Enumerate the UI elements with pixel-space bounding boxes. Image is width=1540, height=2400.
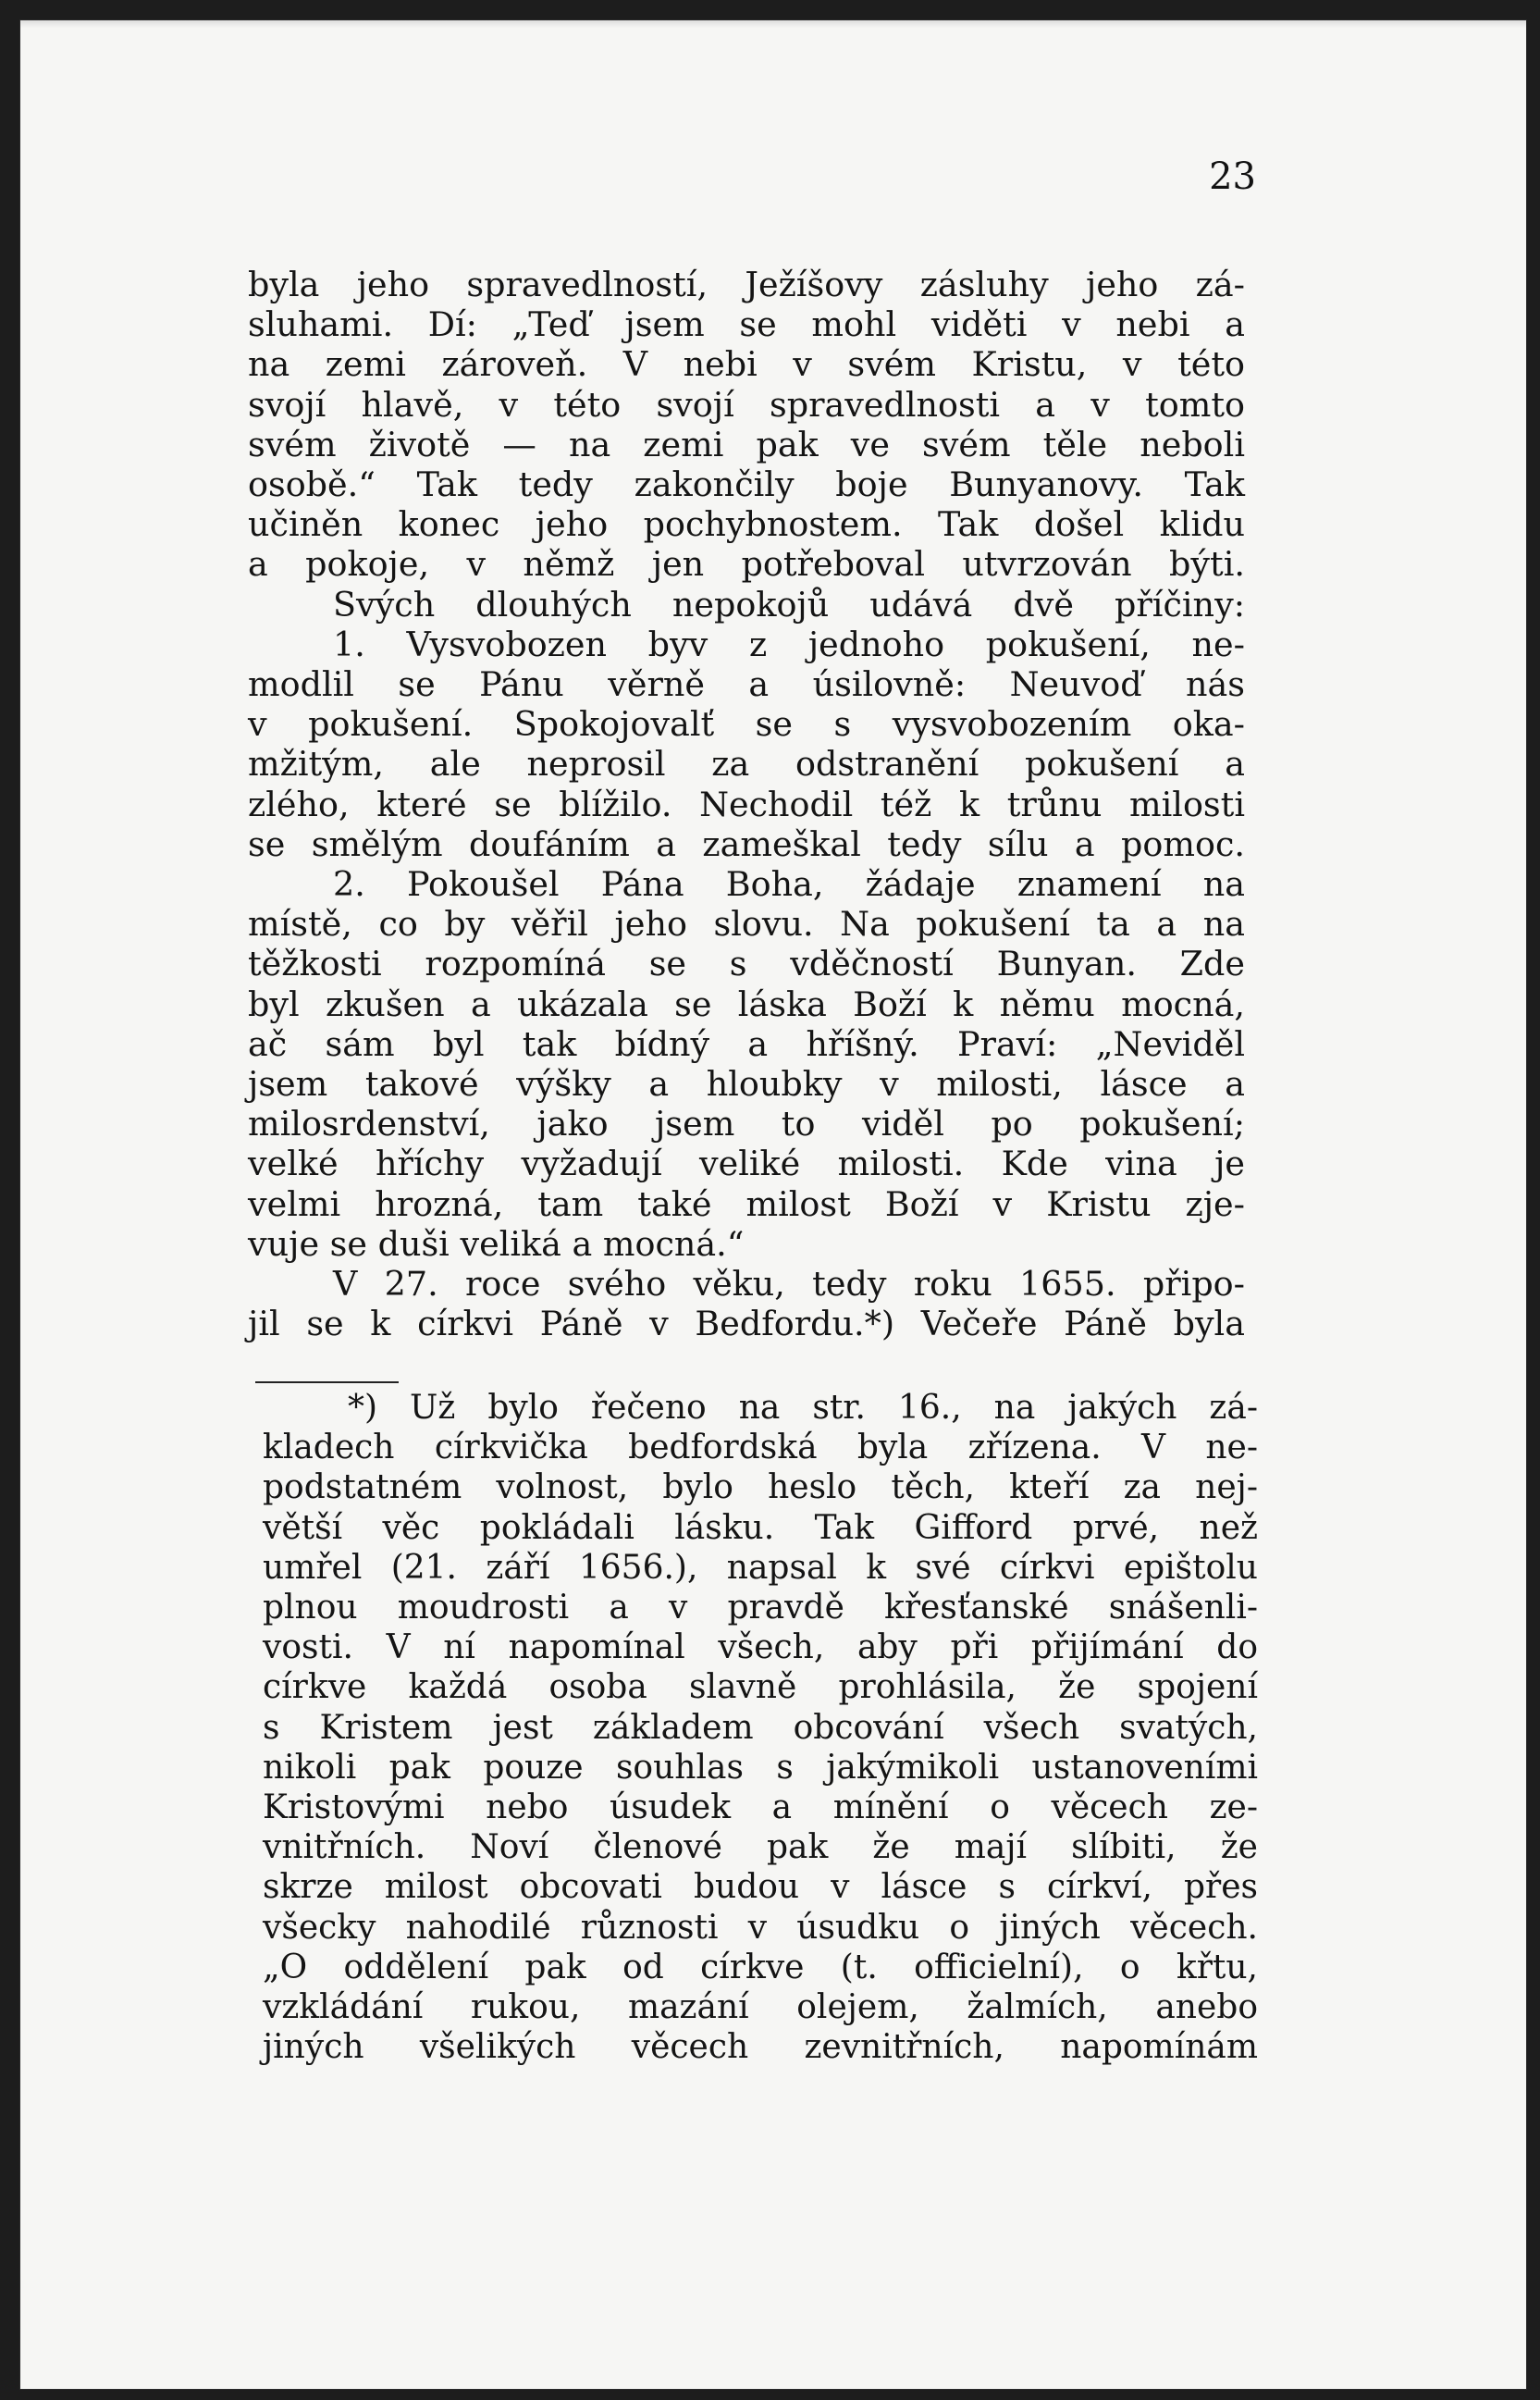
footnote-line: všecky nahodilé různosti v úsudku o jiných věcech. (263, 1908, 1258, 1947)
footnote-line: jiných všelikých věcech zevnitřních, napomínám (263, 2028, 1258, 2067)
footnote-line: větší věc pokládali lásku. Tak Gifford prvé, než (263, 1508, 1258, 1547)
footnote-line: nikoli pak pouze souhlas s jakýmikoli ustanoveními (263, 1748, 1258, 1787)
text-line: modlil se Pánu věrně a úsilovně: Neuvoď nás (248, 664, 1245, 705)
footnote-line: kladech církvička bedfordská byla zřízena. V ne- (263, 1429, 1258, 1467)
footnote-line: církve každá osoba slavně prohlásila, že spojení (263, 1668, 1258, 1707)
text-line: byl zkušen a ukázala se láska Boží k němu mocná, (248, 984, 1245, 1024)
footnote-rule (255, 1381, 399, 1383)
text-line: velké hříchy vyžadují veliké milosti. Kde vina je (248, 1144, 1245, 1184)
text-line: a pokoje, v němž jen potřeboval utvrzován býti. (248, 544, 1245, 585)
text-line: 2. Pokoušel Pána Boha, žádaje znamení na (333, 864, 1245, 905)
text-line: Svých dlouhých nepokojů udává dvě příčiny: (333, 584, 1245, 625)
footnote-line: vosti. V ní napomínal všech, aby při přijímání do (263, 1628, 1258, 1667)
footnote-line: umřel (21. září 1656.), napsal k své církvi epištolu (263, 1548, 1258, 1587)
text-line: osobě.“ Tak tedy zakončily boje Bunyanovy. Tak (248, 464, 1245, 505)
text-line: svém životě — na zemi pak ve svém těle neboli (248, 424, 1245, 464)
text-line: zlého, které se blížilo. Nechodil též k trůnu milosti (248, 784, 1245, 824)
page-number: 23 (1209, 155, 1256, 198)
text-line: se smělým doufáním a zameškal tedy sílu a pomoc. (248, 823, 1245, 864)
text-line: sluhami. Dí: „Teď jsem se mohl viděti v nebi a (248, 304, 1245, 345)
text-line: ač sám byl tak bídný a hříšný. Praví: „Neviděl (248, 1023, 1245, 1064)
text-line: učiněn konec jeho pochybnostem. Tak došel klidu (248, 504, 1245, 545)
footnote-line: s Kristem jest základem obcování všech svatých, (263, 1708, 1258, 1747)
footnote-line: vnitřních. Noví členové pak že mají slíbiti, že (263, 1828, 1258, 1867)
text-line: 1. Vysvobozen byv z jednoho pokušení, ne- (333, 624, 1245, 664)
footnote-line: plnou moudrosti a v pravdě křesťanské snášenli- (263, 1589, 1258, 1627)
text-line: jil se k církvi Páně v Bedfordu.*) Večeře Páně byla (248, 1304, 1245, 1344)
main-text (248, 265, 1245, 1343)
footnote-line: *) Už bylo řečeno na str. 16., na jakých zá- (348, 1389, 1258, 1427)
footnote-line: podstatném volnost, bylo heslo těch, kteří za nej- (263, 1468, 1258, 1507)
page-top-edge (20, 20, 1526, 28)
footnote-line: vzkládání rukou, mazání olejem, žalmích, anebo (263, 1988, 1258, 2027)
text-line: místě, co by věřil jeho slovu. Na pokušení ta a na (248, 904, 1245, 945)
text-line: v pokušení. Spokojovalť se s vysvobozením oka- (248, 704, 1245, 745)
text-line: mžitým, ale neprosil za odstranění pokušení a (248, 744, 1245, 785)
text-line: vuje se duši veliká a mocná.“ (248, 1223, 745, 1264)
text-line: na zemi zároveň. V nebi v svém Kristu, v této (248, 344, 1245, 385)
text-line: byla jeho spravedlností, Ježíšovy zásluhy jeho zá- (248, 265, 1245, 304)
text-line: V 27. roce svého věku, tedy roku 1655. připo- (333, 1264, 1245, 1305)
footnote-line: Kristovými nebo úsudek a mínění o věcech ze- (263, 1788, 1258, 1827)
text-line: jsem takové výšky a hloubky v milosti, lásce a (248, 1064, 1245, 1105)
footnote (263, 1388, 1258, 2067)
text-line: těžkosti rozpomíná se s vděčností Bunyan. Zde (248, 944, 1245, 984)
text-line: velmi hrozná, tam také milost Boží v Kristu zje- (248, 1183, 1245, 1224)
footnote-line: „O oddělení pak od církve (t. officielní), o křtu, (263, 1948, 1258, 1986)
text-line: svojí hlavě, v této svojí spravedlnosti a v tomto (248, 384, 1245, 425)
text-line: milosrdenství, jako jsem to viděl po pokušení; (248, 1104, 1245, 1144)
footnote-line: skrze milost obcovati budou v lásce s církví, přes (263, 1868, 1258, 1907)
